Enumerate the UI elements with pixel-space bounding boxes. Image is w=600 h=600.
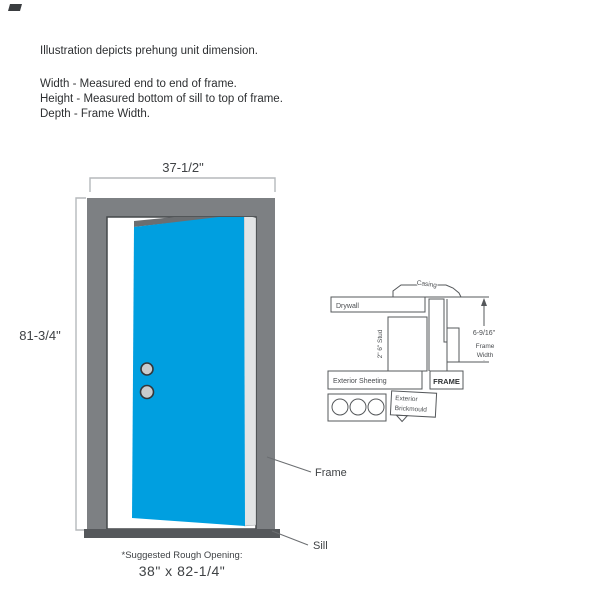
frame-width-label-line2: Width bbox=[476, 352, 494, 359]
casing-label: Casing bbox=[416, 279, 438, 290]
frame-label: Frame bbox=[315, 467, 347, 479]
width-dimension-line bbox=[90, 178, 275, 192]
brickmould-label-tail bbox=[396, 415, 407, 422]
depth-definition: Depth - Frame Width. bbox=[40, 108, 150, 120]
frame-width-label-line1: Frame bbox=[475, 343, 495, 350]
brickmould-circle bbox=[368, 399, 384, 415]
door-illustration bbox=[20, 155, 345, 595]
stud-label: 2" 6" Stud bbox=[377, 329, 384, 359]
brickmould-circle bbox=[350, 399, 366, 415]
corner-mark bbox=[6, 2, 36, 18]
door-group bbox=[132, 210, 256, 526]
height-dimension-line bbox=[76, 198, 86, 530]
deadbolt-knob bbox=[141, 363, 153, 375]
frame-box-label: FRAME bbox=[433, 377, 460, 386]
door-edge bbox=[244, 214, 256, 526]
arrow-up-icon bbox=[481, 298, 487, 306]
width-dimension-label: 37-1/2" bbox=[162, 160, 204, 175]
stud-hatch bbox=[388, 317, 427, 371]
description-block bbox=[40, 44, 283, 122]
brickmould-label-group bbox=[390, 391, 437, 423]
brickmould-box bbox=[328, 394, 386, 421]
brickmould-label-line2: Brickmould bbox=[394, 405, 428, 414]
sill-label: Sill bbox=[313, 540, 328, 552]
brickmould-label-line1: Exterior bbox=[395, 395, 418, 404]
rough-opening-value: 38" x 82-1/4" bbox=[138, 563, 226, 579]
door-sill bbox=[84, 529, 280, 538]
height-dimension-label: 81-3/4" bbox=[19, 328, 61, 343]
description-line: Illustration depicts prehung unit dimension. bbox=[40, 45, 258, 57]
width-definition: Width - Measured end to end of frame. bbox=[40, 78, 237, 90]
corner-mark-shape bbox=[8, 4, 22, 11]
exterior-sheeting-label: Exterior Sheeting bbox=[333, 378, 387, 385]
drywall-label: Drywall bbox=[336, 303, 359, 310]
rough-opening-caption: *Suggested Rough Opening: bbox=[121, 550, 243, 561]
brickmould-circle bbox=[332, 399, 348, 415]
cross-section-diagram bbox=[322, 265, 540, 430]
handle-knob bbox=[141, 386, 154, 399]
height-definition: Height - Measured bottom of sill to top of frame. bbox=[40, 93, 283, 105]
jamb-profile bbox=[429, 299, 459, 371]
frame-width-value: 6-9/16" bbox=[472, 330, 496, 337]
